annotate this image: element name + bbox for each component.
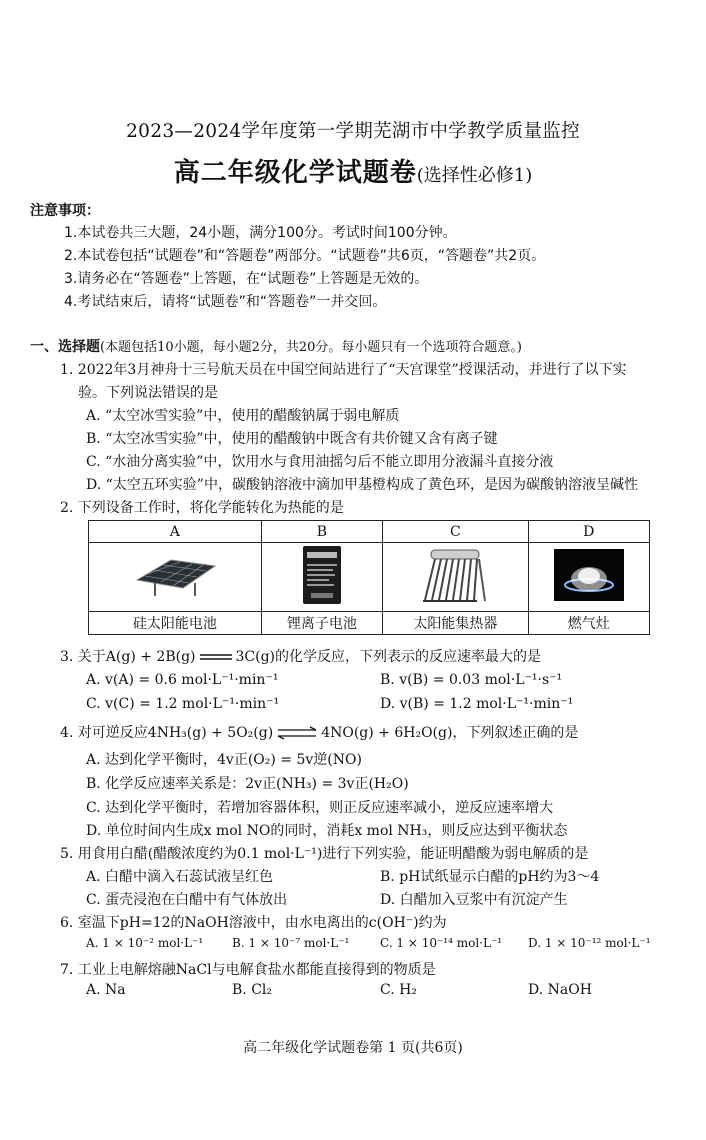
q2-image-cell-c xyxy=(383,543,528,612)
section-title-label: 一、选择题 xyxy=(30,339,100,355)
q5-option-d: D. 白醋加入豆浆中有沉淀产生 xyxy=(380,892,568,908)
exam-title-subtitle: (选择性必修1) xyxy=(416,165,533,186)
lithium-battery-image xyxy=(297,544,347,606)
q2-label-d: 燃气灶 xyxy=(528,612,649,635)
q2-label-a: 硅太阳能电池 xyxy=(89,612,262,635)
q2-col-c: C xyxy=(383,521,528,543)
notice-item-3: 3.请务必在“答题卷”上答题，在“试题卷”上答题是无效的。 xyxy=(64,271,429,287)
exam-title xyxy=(0,152,706,189)
q3-option-c: C. v(C) = 1.2 mol·L⁻¹·min⁻¹ xyxy=(86,696,280,712)
q1-stem-line2: 验。下列说法错误的是 xyxy=(78,385,218,401)
q5-option-b: B. pH试纸显示白醋的pH约为3～4 xyxy=(380,869,600,885)
q7-option-c: C. H₂ xyxy=(380,982,417,998)
q1-option-b: B. “太空冰雪实验”中，使用的醋酸钠中既含有共价键又含有离子键 xyxy=(86,431,498,447)
q1-option-a: A. “太空冰雪实验”中，使用的醋酸钠属于弱电解质 xyxy=(86,408,400,424)
q5-option-c: C. 蛋壳浸泡在白醋中有气体放出 xyxy=(86,892,288,908)
q6-option-c: C. 1 × 10⁻¹⁴ mol·L⁻¹ xyxy=(380,936,503,950)
q7-option-a: A. Na xyxy=(86,982,126,998)
q4-stem xyxy=(60,722,578,742)
q4-option-c: C. 达到化学平衡时，若增加容器体积，则正反应速率减小，逆反应速率增大 xyxy=(86,800,554,816)
notice-title: 注意事项： xyxy=(30,203,100,219)
solar-water-heater-image xyxy=(415,544,495,606)
q3-stem-part2: 3C(g)的化学反应，下列表示的反应速率最大的是 xyxy=(235,649,542,665)
gas-stove-flame-image xyxy=(554,549,624,601)
q4-stem-part2: 4NO(g) + 6H₂O(g)，下列叙述正确的是 xyxy=(321,725,579,741)
q2-stem: 2. 下列设备工作时，将化学能转化为热能的是 xyxy=(60,500,344,516)
q6-stem: 6. 室温下pH=12的NaOH溶液中，由水电离出的c(OH⁻)约为 xyxy=(60,915,447,931)
q4-stem-part1: 4. 对可逆反应4NH₃(g) + 5O₂(g) xyxy=(60,725,274,741)
q5-option-a: A. 白醋中滴入石蕊试液呈红色 xyxy=(86,869,274,885)
q4-option-a: A. 达到化学平衡时，4v正(O₂) = 5v逆(NO) xyxy=(86,752,362,768)
q2-col-b: B xyxy=(261,521,382,543)
q2-col-d: D xyxy=(528,521,649,543)
q2-device-table xyxy=(88,520,650,635)
equals-arrow-icon xyxy=(199,651,233,663)
reversible-arrow-icon xyxy=(276,726,318,740)
q3-stem xyxy=(60,646,541,666)
q2-image-cell-d xyxy=(528,543,649,612)
q6-option-a: A. 1 × 10⁻² mol·L⁻¹ xyxy=(86,936,204,950)
q5-stem: 5. 用食用白醋(醋酸浓度约为0.1 mol·L⁻¹)进行下列实验，能证明醋酸为弱电解质的是 xyxy=(60,846,589,862)
q6-option-b: B. 1 × 10⁻⁷ mol·L⁻¹ xyxy=(232,936,350,950)
exam-header-line: 2023—2024学年度第一学期芜湖市中学教学质量监控 xyxy=(126,121,580,142)
q7-option-d: D. NaOH xyxy=(528,982,592,998)
q3-option-d: D. v(B) = 1.2 mol·L⁻¹·min⁻¹ xyxy=(380,696,574,712)
notice-item-2: 2.本试卷包括“试题卷”和“答题卷”两部分。“试题卷”共6页，“答题卷”共2页。 xyxy=(64,248,546,264)
q3-stem-part1: 3. 关于A(g) + 2B(g) xyxy=(60,649,196,665)
section-title xyxy=(30,336,522,356)
q2-label-b: 锂离子电池 xyxy=(261,612,382,635)
q2-col-a: A xyxy=(89,521,262,543)
q2-image-cell-b xyxy=(261,543,382,612)
q1-option-c: C. “水油分离实验”中，饮用水与食用油摇匀后不能立即用分液漏斗直接分液 xyxy=(86,454,554,470)
notice-item-4: 4.考试结束后，请将“试题卷”和“答题卷”一并交回。 xyxy=(64,294,387,310)
q7-option-b: B. Cl₂ xyxy=(232,982,272,998)
q3-option-b: B. v(B) = 0.03 mol·L⁻¹·s⁻¹ xyxy=(380,672,563,688)
q2-label-c: 太阳能集热器 xyxy=(383,612,528,635)
q6-option-d: D. 1 × 10⁻¹² mol·L⁻¹ xyxy=(528,936,651,950)
q1-stem-line1: 1. 2022年3月神舟十三号航天员在中国空间站进行了“天宫课堂”授课活动，并进行了以下实 xyxy=(60,362,627,378)
q4-option-d: D. 单位时间内生成x mol NO的同时，消耗x mol NH₃，则反应达到平衡状态 xyxy=(86,823,568,839)
page-footer: 高二年级化学试题卷第 1 页(共6页) xyxy=(243,1040,463,1056)
solar-panel-image xyxy=(125,550,225,600)
q4-option-b: B. 化学反应速率关系是：2v正(NH₃) = 3v正(H₂O) xyxy=(86,776,409,792)
section-title-note: (本题包括10小题，每小题2分，共20分。每小题只有一个选项符合题意。) xyxy=(100,340,522,355)
notice-item-1: 1.本试卷共三大题，24小题，满分100分。考试时间100分钟。 xyxy=(64,225,457,241)
exam-title-main: 高二年级化学试题卷 xyxy=(173,158,417,188)
q3-option-a: A. v(A) = 0.6 mol·L⁻¹·min⁻¹ xyxy=(86,672,279,688)
q2-image-cell-a xyxy=(89,543,262,612)
q1-option-d: D. “太空五环实验”中，碳酸钠溶液中滴加甲基橙构成了黄色环，是因为碳酸钠溶液呈碱性 xyxy=(86,477,638,493)
q7-stem: 7. 工业上电解熔融NaCl与电解食盐水都能直接得到的物质是 xyxy=(60,962,436,978)
